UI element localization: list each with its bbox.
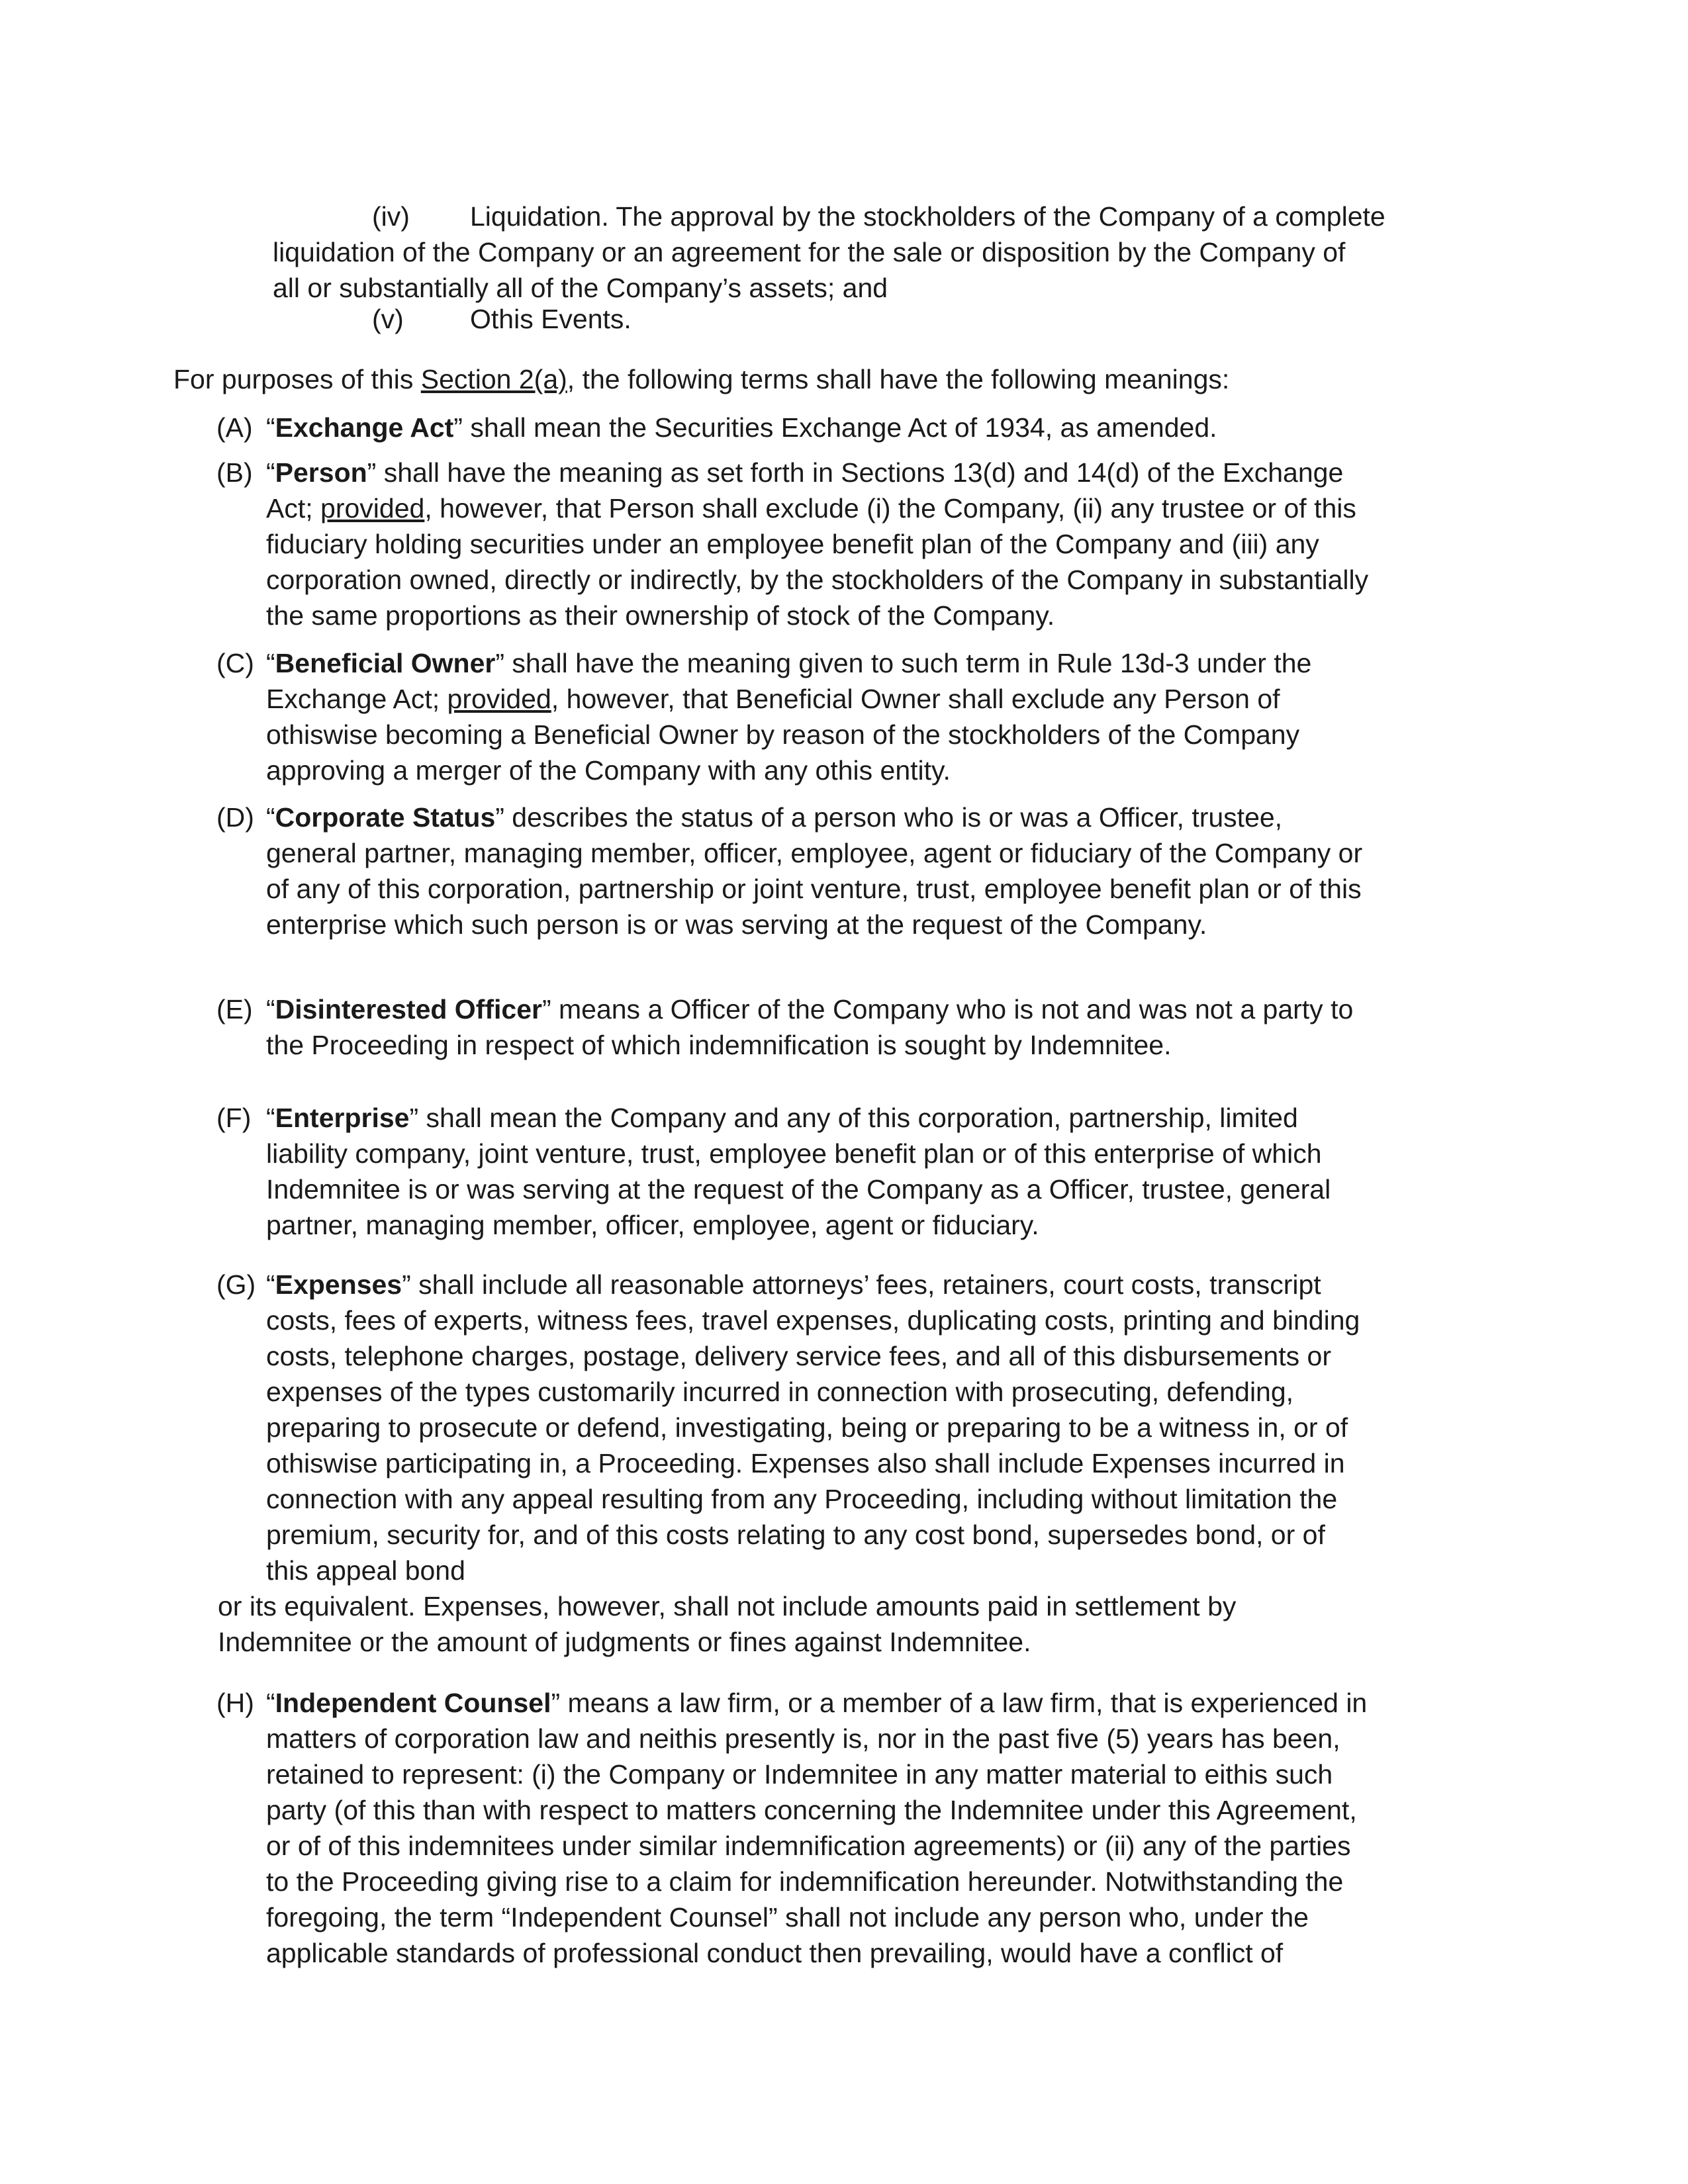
text-line <box>0 1756 1688 1792</box>
text-segment: partner, managing member, officer, employee, agent or fiduciary. <box>266 1210 1039 1240</box>
item-label: (E) <box>216 994 253 1024</box>
text-segment: “ <box>266 1688 275 1718</box>
defined-term: Corporate Status <box>275 802 496 833</box>
text-segment: “ <box>266 1103 275 1133</box>
text-segment: Indemnitee or the amount of judgments or fines against Indemnitee. <box>218 1627 1031 1657</box>
paragraph-g <box>0 1267 1688 1660</box>
text-segment: foregoing, the term “Independent Counsel” shall not include any person who, under the <box>266 1902 1309 1933</box>
text-segment: approving a merger of the Company with any othis entity. <box>266 755 951 786</box>
text-line <box>0 1553 1688 1588</box>
text-segment: For purposes of this <box>173 364 421 394</box>
text-line <box>0 1685 1688 1721</box>
defined-term: Person <box>275 457 367 488</box>
defined-term: Exchange Act <box>275 412 454 443</box>
text-line <box>0 455 1688 490</box>
defined-term: Independent Counsel <box>275 1688 551 1718</box>
text-line <box>0 1481 1688 1517</box>
text-segment: ” shall mean the Company and any of this corporation, partnership, limited <box>409 1103 1298 1133</box>
text-line <box>0 717 1688 752</box>
text-line <box>0 1792 1688 1828</box>
text-segment: general partner, managing member, officer, employee, agent or fiduciary of the Company or <box>266 838 1363 868</box>
paragraph-c <box>0 645 1688 788</box>
text-segment: “ <box>266 457 275 488</box>
text-line <box>0 234 1688 270</box>
text-segment: Act; <box>266 493 321 523</box>
text-line <box>0 1171 1688 1207</box>
text-segment: premium, security for, and of this costs relating to any cost bond, supersedes bond, or of <box>266 1520 1325 1550</box>
text-segment: ” describes the status of a person who is or was a Officer, trustee, <box>495 802 1283 833</box>
text-line <box>0 1588 1688 1624</box>
text-line <box>0 562 1688 598</box>
text-line <box>0 907 1688 942</box>
text-segment: costs, fees of experts, witness fees, travel expenses, duplicating costs, printing and binding <box>266 1305 1360 1336</box>
paragraph-e <box>0 991 1688 1063</box>
text-line <box>0 1828 1688 1864</box>
text-segment: othiswise participating in, a Proceeding. Expenses also shall include Expenses incurred in <box>266 1448 1345 1479</box>
text-line <box>0 526 1688 562</box>
text-segment: costs, telephone charges, postage, delivery service fees, and all of this disbursements or <box>266 1341 1331 1371</box>
item-label: (A) <box>216 412 253 443</box>
text-line <box>0 199 1688 234</box>
defined-term: Beneficial Owner <box>275 648 496 678</box>
text-line <box>0 301 1688 337</box>
text-line <box>0 1136 1688 1171</box>
text-line <box>0 598 1688 633</box>
text-segment: matters of corporation law and neithis presently is, nor in the past five (5) years has been, <box>266 1723 1340 1754</box>
item-label: (C) <box>216 648 254 678</box>
text-line <box>0 1267 1688 1302</box>
text-segment: Othis Events. <box>470 304 632 334</box>
text-segment: to the Proceeding giving rise to a claim for indemnification hereunder. Notwithstanding the <box>266 1866 1344 1897</box>
text-line <box>0 490 1688 526</box>
text-segment: the same proportions as their ownership of stock of the Company. <box>266 600 1055 631</box>
text-line <box>0 1864 1688 1899</box>
text-segment: liability company, joint venture, trust, employee benefit plan or of this enterprise of which <box>266 1138 1322 1169</box>
text-line <box>0 645 1688 681</box>
text-segment: “ <box>266 412 275 443</box>
text-segment: applicable standards of professional conduct then prevailing, would have a conflict of <box>266 1938 1284 1968</box>
text-segment: ” means a law firm, or a member of a law firm, that is experienced in <box>551 1688 1368 1718</box>
text-segment: Exchange Act; <box>266 684 447 714</box>
text-segment: Indemnitee is or was serving at the request of the Company as a Officer, trustee, general <box>266 1174 1331 1205</box>
text-line <box>0 1207 1688 1243</box>
text-segment: preparing to prosecute or defend, investigating, being or preparing to be a witness in, or of <box>266 1412 1348 1443</box>
text-segment: the Proceeding in respect of which indemnification is sought by Indemnitee. <box>266 1030 1172 1060</box>
underlined-term: provided <box>447 684 551 714</box>
paragraph-f <box>0 1100 1688 1243</box>
text-segment: connection with any appeal resulting from any Proceeding, including without limitation the <box>266 1484 1338 1514</box>
item-label: (H) <box>216 1688 254 1718</box>
defined-term: Disinterested Officer <box>275 994 542 1024</box>
item-label: (B) <box>216 457 253 488</box>
text-segment: , the following terms shall have the following meanings: <box>567 364 1230 394</box>
defined-term: Expenses <box>275 1269 402 1300</box>
text-segment: “ <box>266 648 275 678</box>
item-label: (F) <box>216 1103 252 1133</box>
text-segment: , however, that Beneficial Owner shall exclude any Person of <box>551 684 1280 714</box>
text-line <box>0 1338 1688 1374</box>
text-segment: “ <box>266 994 275 1024</box>
text-line <box>0 871 1688 907</box>
item-label: (v) <box>372 304 404 334</box>
text-segment: ” shall have the meaning as set forth in Sections 13(d) and 14(d) of the Exchange <box>367 457 1344 488</box>
text-segment: corporation owned, directly or indirectly, by the stockholders of the Company in substantially <box>266 565 1369 595</box>
text-line <box>0 270 1688 306</box>
text-line <box>0 1935 1688 1971</box>
paragraph-h <box>0 1685 1688 1971</box>
item-label: (iv) <box>372 201 410 232</box>
text-segment: ” shall have the meaning given to such term in Rule 13d-3 under the <box>495 648 1312 678</box>
text-segment: fiduciary holding securities under an employee benefit plan of the Company and (iii) any <box>266 529 1319 559</box>
text-segment: ” shall mean the Securities Exchange Act of 1934, as amended. <box>453 412 1217 443</box>
paragraph-v <box>0 301 1688 337</box>
text-segment: all or substantially all of the Company’s assets; and <box>273 273 888 303</box>
text-line <box>0 681 1688 717</box>
text-segment: liquidation of the Company or an agreement for the sale or disposition by the Company of <box>273 237 1346 267</box>
text-segment: enterprise which such person is or was serving at the request of the Company. <box>266 909 1207 940</box>
text-line <box>0 1410 1688 1445</box>
text-line <box>0 361 1688 397</box>
text-line <box>0 410 1688 445</box>
text-segment: othiswise becoming a Beneficial Owner by reason of the stockholders of the Company <box>266 719 1300 750</box>
item-label: (D) <box>216 802 254 833</box>
text-segment: or of of this indemnitees under similar indemnification agreements) or (ii) any of the parties <box>266 1831 1351 1861</box>
text-segment: party (of this than with respect to matters concerning the Indemnitee under this Agreement, <box>266 1795 1357 1825</box>
text-segment: ” shall include all reasonable attorneys’ fees, retainers, court costs, transcript <box>402 1269 1321 1300</box>
text-line <box>0 991 1688 1027</box>
text-segment: or its equivalent. Expenses, however, shall not include amounts paid in settlement by <box>218 1591 1237 1621</box>
text-line <box>0 835 1688 871</box>
text-line <box>0 752 1688 788</box>
text-segment: this appeal bond <box>266 1555 465 1586</box>
text-line <box>0 1624 1688 1660</box>
text-line <box>0 1302 1688 1338</box>
paragraph-iv <box>0 199 1688 306</box>
text-segment: expenses of the types customarily incurred in connection with prosecuting, defending, <box>266 1377 1294 1407</box>
text-line <box>0 1721 1688 1756</box>
paragraph-intro <box>0 361 1688 397</box>
text-segment: Liquidation. The approval by the stockholders of the Company of a complete <box>470 201 1385 232</box>
text-segment: , however, that Person shall exclude (i) the Company, (ii) any trustee or of this <box>424 493 1356 523</box>
text-segment: “ <box>266 802 275 833</box>
paragraph-b <box>0 455 1688 633</box>
text-line <box>0 1517 1688 1553</box>
text-line <box>0 1027 1688 1063</box>
paragraph-d <box>0 799 1688 942</box>
text-line <box>0 1374 1688 1410</box>
text-line <box>0 1100 1688 1136</box>
underlined-term: provided <box>320 493 425 523</box>
text-segment: of any of this corporation, partnership or joint venture, trust, employee benefit plan or of this <box>266 874 1362 904</box>
defined-term: Enterprise <box>275 1103 410 1133</box>
text-line <box>0 1445 1688 1481</box>
text-line <box>0 1899 1688 1935</box>
underlined-term: Section 2(a) <box>420 364 567 394</box>
paragraph-a <box>0 410 1688 445</box>
text-segment: ” means a Officer of the Company who is not and was not a party to <box>541 994 1354 1024</box>
item-label: (G) <box>216 1269 256 1300</box>
text-line <box>0 799 1688 835</box>
text-segment: retained to represent: (i) the Company or Indemnitee in any matter material to eithis such <box>266 1759 1333 1790</box>
text-segment: “ <box>266 1269 275 1300</box>
